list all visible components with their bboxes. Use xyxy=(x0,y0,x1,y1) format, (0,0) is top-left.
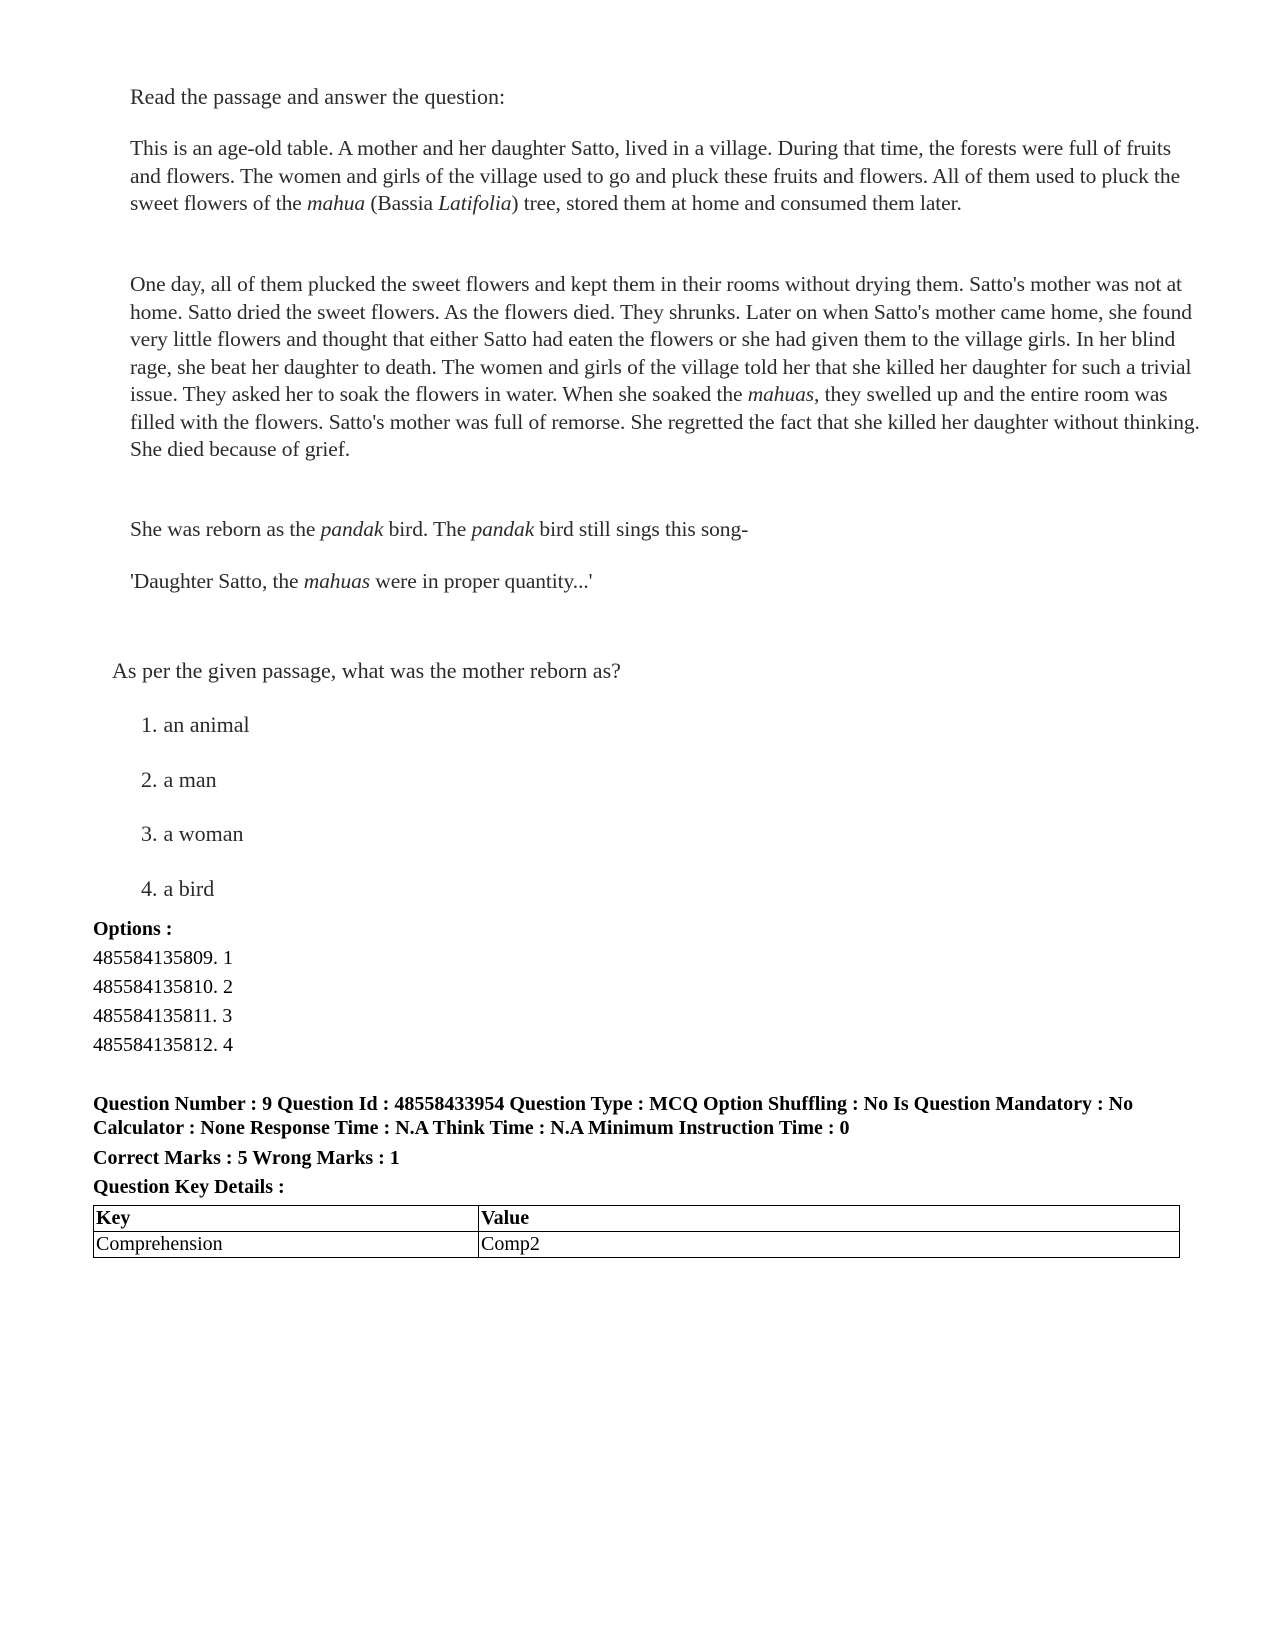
text-span: were in proper quantity...' xyxy=(370,569,593,593)
choice-text: an animal xyxy=(163,712,250,737)
italic-term: mahuas xyxy=(303,569,371,593)
choice-text: a bird xyxy=(163,875,215,901)
text-span: One day, all of them plucked the sweet flowers and kept them in their rooms without drying them. Satto's mother was not at home. Satto dried the sweet flowers. As the flowers died. They shrunks. Later on when Satto's mother came home, she found very little flowers and thought that either Satto had eaten the flowers or she had given them to the village girls. In her blind rage, she beat her daughter to death. The women and girls of the village told her that she killed her daughter for such a trivial issue. They asked her to soak the flowers in water. When she soaked the xyxy=(130,272,1192,406)
passage-intro: Read the passage and answer the question: xyxy=(130,84,506,109)
choice-text: a man xyxy=(163,766,217,792)
option-line: 485584135812. 4 xyxy=(93,1034,233,1056)
answer-choices xyxy=(141,712,250,930)
passage-song-line xyxy=(130,568,1200,596)
text-span: bird still sings this song- xyxy=(534,517,749,541)
options-label: Options : xyxy=(93,918,173,940)
question-text: As per the given passage, what was the mother reborn as? xyxy=(112,658,621,683)
table-header-row xyxy=(94,1206,1180,1232)
italic-term: Latifolia xyxy=(438,191,512,215)
options-list xyxy=(93,946,233,1062)
text-span: This is an age-old table. A mother and her daughter Satto, lived in a village. During that time, the forests were full of fruits and flowers. The women and girls of the village used to go and pluck these fruits and flowers. All of them used to pluck the sweet flowers of the xyxy=(130,136,1181,215)
marks-line: Correct Marks : 5 Wrong Marks : 1 xyxy=(93,1147,400,1169)
passage-paragraph-2 xyxy=(130,271,1200,464)
question-metadata: Question Number : 9 Question Id : 48558433954 Question Type : MCQ Option Shuffling : No Is Question Mandatory : No Calculator : None Response Time : N.A Think Time : N.A Minimum Instruction Time : 0 xyxy=(93,1093,1134,1139)
table-cell-value: Comp2 xyxy=(479,1232,1180,1258)
choice-number: 2. xyxy=(141,766,158,792)
option-line: 485584135811. 3 xyxy=(93,1005,233,1027)
choice-text: a woman xyxy=(163,821,244,846)
text-span: , they swelled up and the entire room was filled with the flowers. Satto's mother was full of remorse. She regretted the fact that she killed her daughter without thinking. She died because of grief. xyxy=(130,382,1200,461)
choice-item xyxy=(141,712,250,767)
table-header-value: Value xyxy=(479,1206,1180,1232)
table-header-key: Key xyxy=(94,1206,479,1232)
italic-term: mahua xyxy=(307,191,366,215)
table-row xyxy=(94,1232,1180,1258)
text-span: ) tree, stored them at home and consumed them later. xyxy=(511,191,962,215)
option-line: 485584135810. 2 xyxy=(93,976,233,998)
text-span: 'Daughter Satto, the xyxy=(130,569,304,593)
passage-paragraph-3 xyxy=(130,516,1200,544)
choice-number: 4. xyxy=(141,875,158,901)
text-span: (Bassia xyxy=(365,191,439,215)
passage-paragraph-1 xyxy=(130,135,1200,218)
text-span: She was reborn as the xyxy=(130,517,321,541)
italic-term: pandak xyxy=(320,517,384,541)
text-span: bird. The xyxy=(383,517,472,541)
italic-term: pandak xyxy=(471,517,535,541)
choice-item xyxy=(141,821,250,876)
choice-item xyxy=(141,767,250,822)
key-details-label: Question Key Details : xyxy=(93,1176,285,1198)
option-line: 485584135809. 1 xyxy=(93,947,233,969)
italic-term: mahuas xyxy=(747,382,815,406)
table-cell-key: Comprehension xyxy=(94,1232,479,1258)
choice-number: 3. xyxy=(141,821,158,846)
key-details-table xyxy=(93,1205,1180,1258)
choice-number: 1. xyxy=(141,712,158,737)
